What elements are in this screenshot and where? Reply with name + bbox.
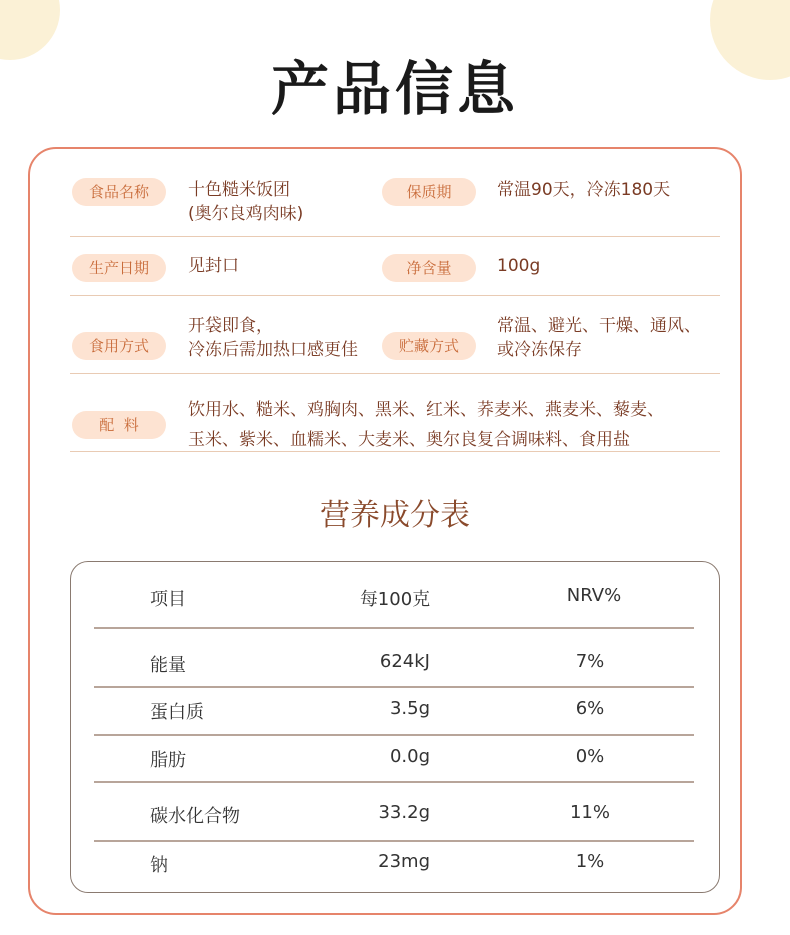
label-storage: 贮藏方式	[382, 332, 476, 360]
nutrition-row-name: 钠	[150, 855, 168, 876]
value-net-content: 100g	[497, 256, 541, 276]
label-production-date: 生产日期	[72, 254, 166, 282]
nutrition-row-name: 能量	[150, 655, 186, 676]
value-production-date: 见封口	[188, 256, 239, 276]
nutrition-divider	[94, 781, 694, 783]
nutrition-divider	[94, 686, 694, 688]
nutrition-row-nrv: 6%	[575, 698, 605, 719]
nutrition-row-nrv: 7%	[575, 651, 605, 672]
label-usage: 食用方式	[72, 332, 166, 360]
value-storage: 常温、避光、干燥、通风、 或冷冻保存	[497, 316, 701, 360]
value-shelf-life: 常温90天，冷冻180天	[497, 180, 671, 200]
nutrition-row-nrv: 11%	[569, 802, 610, 823]
nutrition-row-amount: 3.5g	[389, 698, 430, 719]
nutrition-row-amount: 33.2g	[378, 802, 430, 823]
nutrition-divider	[94, 627, 694, 629]
nutrition-row-amount: 0.0g	[389, 746, 430, 767]
value-ingredients: 饮用水、糙米、鸡胸肉、黑米、红米、荞麦米、燕麦米、藜麦、 玉米、紫米、血糯米、大麦米、奥尔良复合调味料、食用盐	[188, 400, 664, 450]
nutrition-row-amount: 624kJ	[379, 651, 430, 672]
nutrition-divider	[94, 734, 694, 736]
nutrition-header-nrv: NRV%	[566, 585, 622, 606]
label-shelf-life: 保质期	[382, 178, 476, 206]
nutrition-header-per100g: 每100克	[359, 589, 431, 610]
page-title: 产品信息	[270, 55, 519, 123]
nutrition-row-amount: 23mg	[378, 851, 430, 872]
value-usage: 开袋即食， 冷冻后需加热口感更佳	[188, 316, 358, 360]
nutrition-divider	[94, 840, 694, 842]
label-ingredients: 配 料	[72, 411, 166, 439]
nutrition-title: 营养成分表	[320, 498, 470, 533]
value-food-name: 十色糙米饭团 (奥尔良鸡肉味)	[188, 180, 304, 224]
label-net-content: 净含量	[382, 254, 476, 282]
nutrition-row-nrv: 1%	[575, 851, 605, 872]
nutrition-row-name: 碳水化合物	[150, 806, 240, 827]
nutrition-row-name: 脂肪	[150, 750, 186, 771]
nutrition-row-name: 蛋白质	[150, 702, 204, 723]
nutrition-header-item: 项目	[150, 589, 186, 610]
label-food-name: 食品名称	[72, 178, 166, 206]
nutrition-row-nrv: 0%	[575, 746, 605, 767]
